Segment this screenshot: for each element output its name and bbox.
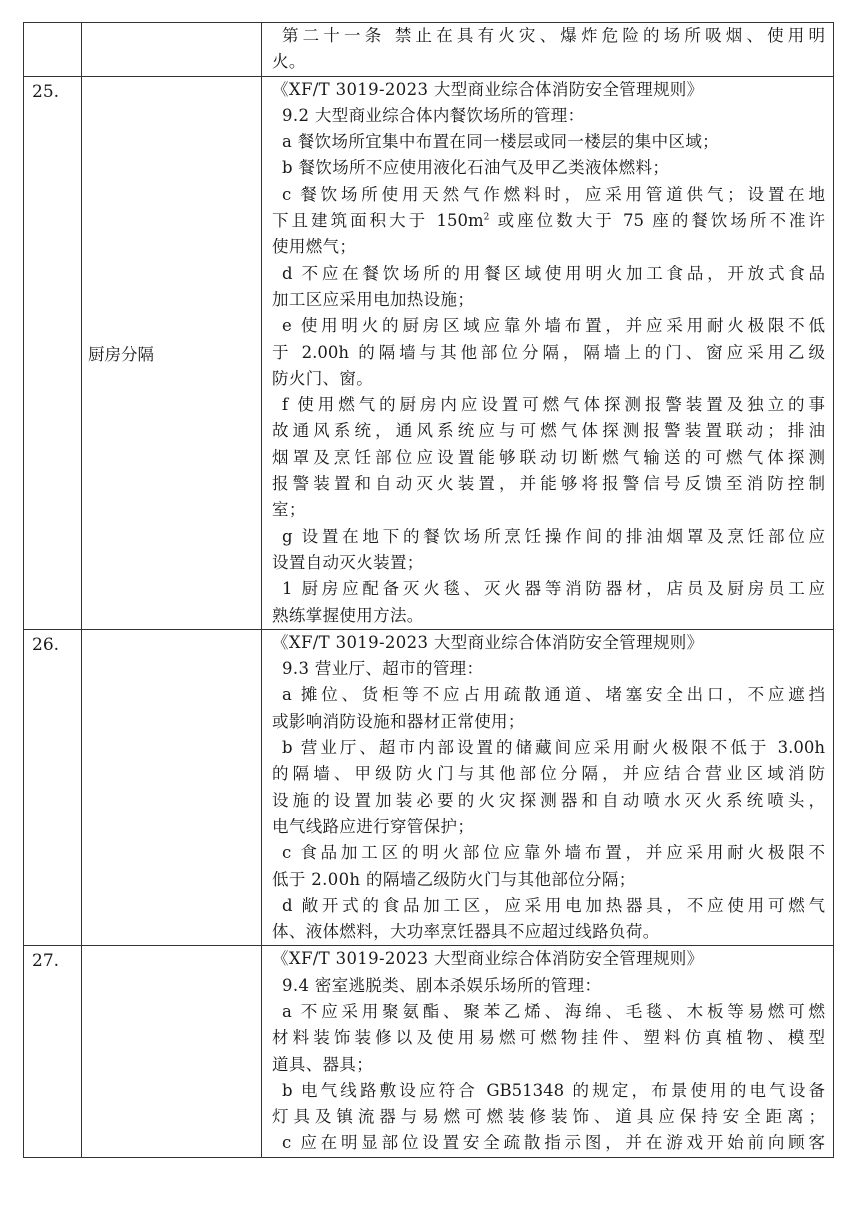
content-line: 9.4 密室逃脱类、剧本杀娱乐场所的管理： <box>282 975 602 995</box>
superscript: 2 <box>483 212 490 223</box>
content-line: 设置自动灭火装置； <box>272 552 424 572</box>
regulation-table <box>23 22 834 1158</box>
content-line: 《XF/T 3019-2023 大型商业综合体消防安全管理规则》 <box>272 79 704 99</box>
content-line: 的隔墙、甲级防火门与其他部位分隔，并应结合营业区域消防 <box>272 764 825 784</box>
content-line: 《XF/T 3019-2023 大型商业综合体消防安全管理规则》 <box>272 632 704 652</box>
content-line: 9.3 营业厅、超市的管理： <box>282 659 484 679</box>
content-line: f 使用燃气的厨房内应设置可燃气体探测报警装置及独立的事 <box>282 395 825 415</box>
content-line: b 餐饮场所不应使用液化石油气及甲乙类液体燃料； <box>282 158 670 178</box>
row-category: 厨房分隔 <box>82 76 262 629</box>
line-text-after: 或座位数大于 75 座的餐饮场所不准许 <box>489 211 825 231</box>
content-line: 灯具及镇流器与易燃可燃装修装饰、道具应保持安全距离； <box>272 1107 825 1127</box>
row-number <box>24 23 82 77</box>
content-line: 《XF/T 3019-2023 大型商业综合体消防安全管理规则》 <box>272 949 704 969</box>
content-line: 火。 <box>272 52 306 72</box>
content-line: 电气线路应进行穿管保护； <box>272 816 475 836</box>
content-line: c 应在明显部位设置安全疏散指示图，并在游戏开始前向顾客 <box>282 1133 825 1153</box>
table-body <box>24 23 834 1158</box>
table-row <box>24 23 834 77</box>
row-content <box>262 23 834 77</box>
row-content <box>262 76 834 629</box>
row-category <box>82 23 262 77</box>
content-line: c 食品加工区的明火部位应靠外墙布置，并应采用耐火极限不 <box>282 843 825 863</box>
content-line: 9.2 大型商业综合体内餐饮场所的管理： <box>282 105 585 125</box>
table-row <box>24 629 834 946</box>
line-text: 下且建筑面积大于 150m <box>272 211 484 231</box>
content-line: 设施的设置加装必要的火灾探测器和自动喷水灭火系统喷头， <box>272 790 825 810</box>
content-line: 熟练掌握使用方法。 <box>272 605 424 625</box>
row-content <box>262 629 834 946</box>
content-line: a 餐饮场所宜集中布置在同一楼层或同一楼层的集中区域； <box>282 132 720 152</box>
content-line: a 不应采用聚氨酯、聚苯乙烯、海绵、毛毯、木板等易燃可燃 <box>282 1001 825 1021</box>
content-line: 报警装置和自动灭火装置，并能够将报警信号反馈至消防控制 <box>272 474 825 494</box>
content-line: a 摊位、货柜等不应占用疏散通道、堵塞安全出口，不应遮挡 <box>282 685 825 705</box>
content-line: 故通风系统，通风系统应与可燃气体探测报警装置联动；排油 <box>272 421 825 441</box>
content-line: e 使用明火的厨房区域应靠外墙布置，并应采用耐火极限不低 <box>282 316 825 336</box>
content-line: 体、液体燃料，大功率烹饪器具不应超过线路负荷。 <box>272 922 660 942</box>
row-category <box>82 946 262 1157</box>
content-line: c 餐饮场所使用天然气作燃料时，应采用管道供气；设置在地 <box>282 184 825 204</box>
content-line: b 电气线路敷设应符合 GB51348 的规定，布景使用的电气设备 <box>282 1080 825 1100</box>
content-line: 加工区应采用电加热设施； <box>272 289 475 309</box>
content-line: 于 2.00h 的隔墙与其他部位分隔，隔墙上的门、窗应采用乙级 <box>272 342 825 362</box>
table-row <box>24 946 834 1157</box>
content-line <box>272 208 825 234</box>
content-line: 1 厨房应配备灭火毯、灭火器等消防器材，店员及厨房员工应 <box>282 579 825 599</box>
content-line: 或影响消防设施和器材正常使用； <box>272 711 525 731</box>
content-line: b 营业厅、超市内部设置的储藏间应采用耐火极限不低于 3.00h <box>282 738 825 758</box>
row-category <box>82 629 262 946</box>
table-row <box>24 76 834 629</box>
content-line: 道具、器具； <box>272 1054 374 1074</box>
content-line: 使用燃气； <box>272 237 357 257</box>
content-line: 烟罩及烹饪部位应设置能够联动切断燃气输送的可燃气体探测 <box>272 447 825 467</box>
content-line: 防火门、窗。 <box>272 368 374 388</box>
content-line: 材料装饰装修以及使用易燃可燃物挂件、塑料仿真植物、模型 <box>272 1028 825 1048</box>
content-line: d 不应在餐饮场所的用餐区域使用明火加工食品，开放式食品 <box>282 263 825 283</box>
content-line: g 设置在地下的餐饮场所烹饪操作间的排油烟罩及烹饪部位应 <box>282 526 825 546</box>
content-line: d 敞开式的食品加工区，应采用电加热器具，不应使用可燃气 <box>282 895 825 915</box>
row-content <box>262 946 834 1157</box>
content-line: 低于 2.00h 的隔墙乙级防火门与其他部位分隔； <box>272 869 636 889</box>
row-number: 26. <box>24 629 82 946</box>
row-number: 27. <box>24 946 82 1157</box>
content-line: 第二十一条 禁止在具有火灾、爆炸危险的场所吸烟、使用明 <box>282 26 825 45</box>
row-number: 25. <box>24 76 82 629</box>
content-line: 室； <box>272 500 306 520</box>
